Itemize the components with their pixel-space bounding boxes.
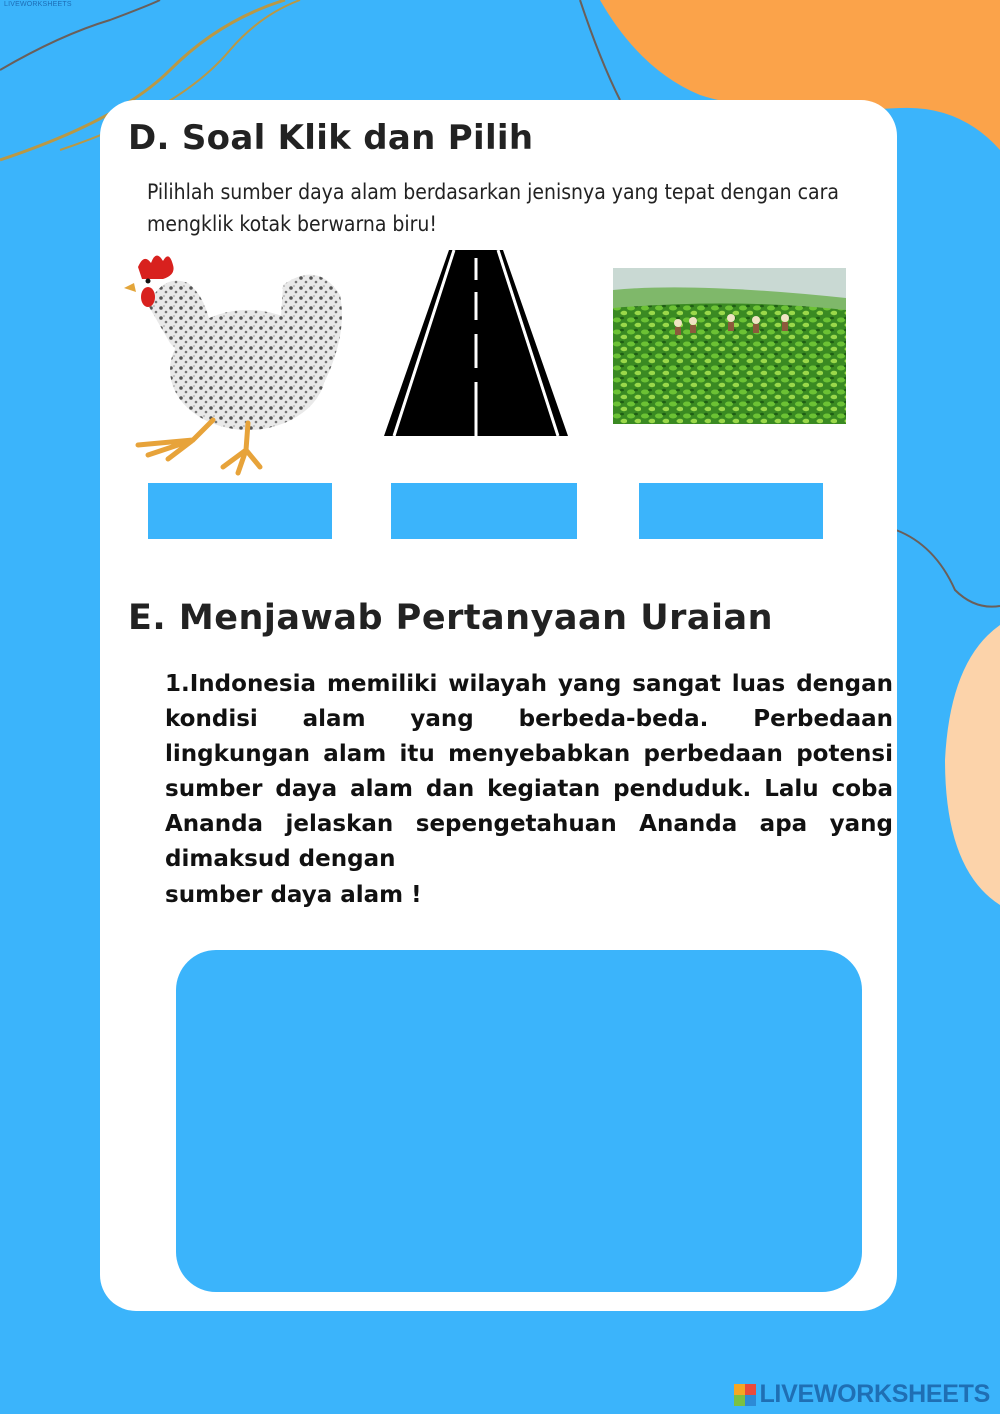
answer-box-tea-plantation[interactable]	[639, 483, 823, 539]
essay-question: 1.Indonesia memiliki wilayah yang sangat luas dengan kondisi alam yang berbeda-beda. Perbedaan lingkungan alam itu menyebabkan perbedaan potensi sumber daya alam dan kegiatan penduduk. Lalu coba Ananda jelaskan sepengetahuan Ananda apa yang dimaksud dengan	[165, 671, 893, 872]
chicken-image	[118, 245, 350, 477]
brand-text: LIVEWORKSHEETS	[759, 1380, 990, 1408]
dark-curve	[0, 0, 160, 70]
answer-box-chicken[interactable]	[148, 483, 332, 539]
section-d-title: D. Soal Klik dan Pilih	[128, 118, 534, 158]
section-e-title: E. Menjawab Pertanyaan Uraian	[128, 598, 774, 638]
mini-logo: LIVEWORKSHEETS	[4, 1, 72, 8]
liveworksheets-logo-icon	[734, 1384, 756, 1406]
section-d-instruction: Pilihlah sumber daya alam berdasarkan jenisnya yang tepat dengan cara mengklik kotak berwarna biru!	[147, 180, 839, 236]
tea-plantation-image	[613, 268, 846, 424]
peach-blob	[945, 625, 1000, 905]
answer-box-road[interactable]	[391, 483, 577, 539]
dark-curve-3	[580, 0, 620, 100]
essay-answer-field[interactable]	[176, 950, 862, 1292]
road-image	[384, 250, 568, 436]
dark-curve-2	[896, 530, 1000, 607]
liveworksheets-brand	[734, 1380, 990, 1409]
essay-question-end: sumber daya alam !	[165, 882, 422, 908]
